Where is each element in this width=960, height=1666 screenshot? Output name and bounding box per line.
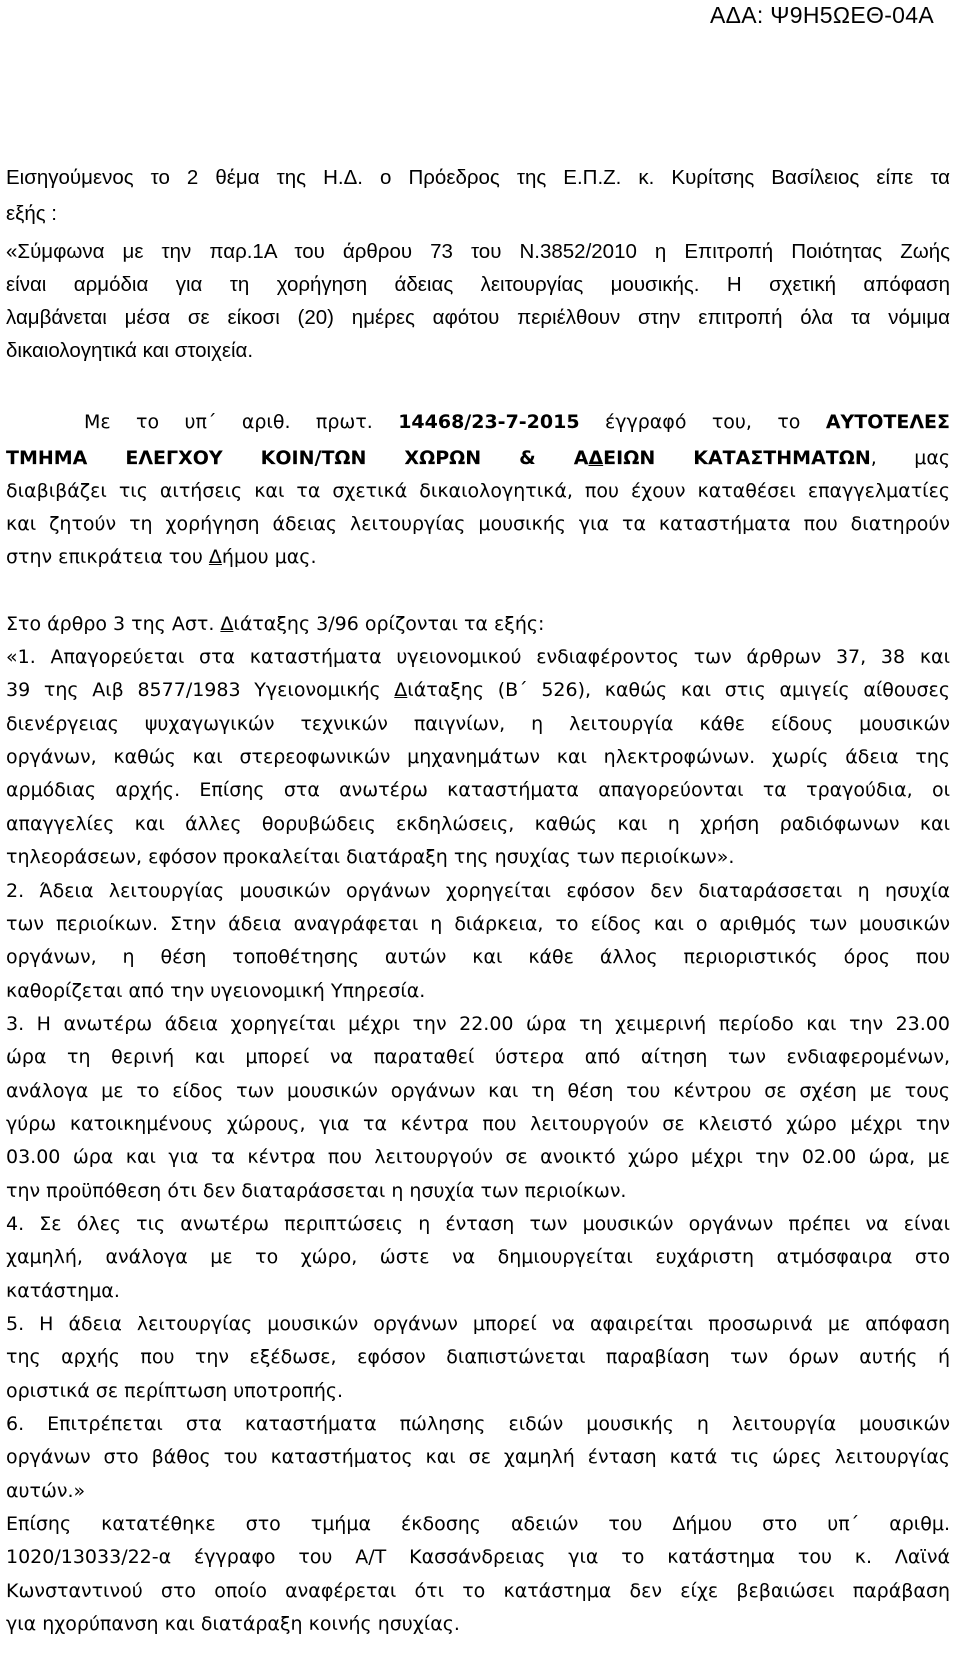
article-line: «1. Απαγορεύεται στα καταστήματα υγειονομικού ενδιαφέροντος των άρθρων 37, 38 και <box>6 646 950 668</box>
paragraph-line: διαβιβάζει τις αιτήσεις και τα σχετικά δικαιολογητικά, που έχουν καταθέσει επαγγελματίες <box>6 480 950 502</box>
intro-line: είναι αρμόδια για τη χορήγηση άδειας λειτουργίας μουσικής. Η σχετική απόφαση <box>6 273 950 296</box>
article-line: 6. Επιτρέπεται στα καταστήματα πώλησης ειδών μουσικής η λειτουργία μουσικών <box>6 1413 950 1435</box>
article-line: 1020/13033/22-α έγγραφο του Α/Τ Κασσάνδρειας για το κατάστημα του κ. Λαϊνά <box>6 1546 950 1568</box>
intro-line: δικαιολογητικά και στοιχεία. <box>6 339 254 362</box>
text-run: Δ <box>220 613 234 635</box>
paragraph-line <box>6 446 950 470</box>
article-line: Επίσης κατατέθηκε στο τμήμα έκδοσης αδειών του Δήμου στο υπ΄ αριθμ. <box>6 1513 950 1535</box>
article-line: κατάστημα. <box>6 1280 120 1302</box>
intro-line: εξής : <box>6 202 57 225</box>
intro-line: «Σύμφωνα με την παρ.1Α του άρθρου 73 του Ν.3852/2010 η Επιτροπή Ποιότητας Ζωής <box>6 240 950 263</box>
article-line: οργάνων, η θέση τοποθέτησης αυτών και κάθε άλλος περιοριστικός όρος που <box>6 946 950 968</box>
text-run: ήμου μας. <box>221 546 317 568</box>
paragraph-line <box>6 410 950 434</box>
text-run: στην επικράτεια του <box>6 546 209 568</box>
article-line: 3. Η ανωτέρω άδεια χορηγείται μέχρι την 22.00 ώρα τη χειμερινή περίοδο και την 23.00 <box>6 1013 950 1035</box>
article-line: για ηχορύπανση και διατάραξη κοινής ησυχίας. <box>6 1613 460 1635</box>
text-run: ιάταξης 3/96 ορίζονται τα εξής: <box>233 613 545 635</box>
department-name: Δ <box>588 447 604 469</box>
text-run: , μας <box>870 447 950 469</box>
intro-line: λαμβάνεται μέσα σε είκοσι (20) ημέρες αφότου περιέλθουν στην επιτροπή όλα τα νόμιμα <box>6 306 950 329</box>
article-line: αρμόδιας αρχής. Επίσης στα ανωτέρω καταστήματα απαγορεύονται τα τραγούδια, οι <box>6 779 950 801</box>
article-line: χαμηλή, ανάλογα με το χώρο, ώστε να δημιουργείται ευχάριστη ατμόσφαιρα στο <box>6 1246 950 1268</box>
article-line: 5. Η άδεια λειτουργίας μουσικών οργάνων μπορεί να αφαιρείται προσωρινά με απόφαση <box>6 1313 950 1335</box>
text-run: Στο άρθρο 3 της Αστ. <box>6 613 221 635</box>
text-run: Με το υπ΄ αριθ. πρωτ. <box>84 411 399 433</box>
article-line: της αρχής που την εξέδωσε, εφόσον διαπιστώνεται παραβίαση των όρων αυτής ή <box>6 1346 950 1368</box>
department-name: ΑΥΤΟΤΕΛΕΣ <box>825 411 950 433</box>
article-line: την προϋπόθεση ότι δεν διαταράσσεται η ησυχία των περιοίκων. <box>6 1180 627 1202</box>
article-line: οργάνων, καθώς και στερεοφωνικών μηχανημάτων και ηλεκτροφώνων. χωρίς άδεια της <box>6 746 950 768</box>
text-run: ιάταξης (Β΄ 526), καθώς και στις αμιγείς αίθουσες <box>407 679 950 701</box>
paragraph-line <box>6 545 317 569</box>
article-line: γύρω κατοικημένους χώρους, για τα κέντρα που λειτουργούν σε κλειστό χώρο μέχρι την <box>6 1113 950 1135</box>
text-run: 39 της Αιβ 8577/1983 Υγειονομικής <box>6 679 395 701</box>
text-run: Δ <box>394 679 408 701</box>
intro-line: Εισηγούμενος το 2 θέμα της Η.Δ. ο Πρόεδρος της Ε.Π.Ζ. κ. Κυρίτσης Βασίλειος είπε τα <box>6 166 950 189</box>
department-name: ΤΜΗΜΑ ΕΛΕΓΧΟΥ ΚΟΙΝ/ΤΩΝ ΧΩΡΩΝ & Α <box>6 447 589 469</box>
article-line <box>6 678 950 702</box>
article-line: ώρα τη θερινή και μπορεί να παραταθεί ύστερα από αίτηση των ενδιαφερομένων, <box>6 1046 950 1068</box>
protocol-number: 14468/23-7-2015 <box>398 411 580 433</box>
ada-code: ΑΔΑ: Ψ9Η5ΩΕΘ-04Α <box>709 2 934 28</box>
article-line: διενέργειας ψυχαγωγικών τεχνικών παιγνίων, η λειτουργία κάθε είδους μουσικών <box>6 713 950 735</box>
article-line: 03.00 ώρα και για τα κέντρα που λειτουργούν σε ανοικτό χώρο μέχρι την 02.00 ώρα, με <box>6 1146 950 1168</box>
article-line: Κωνσταντινού στο οποίο αναφέρεται ότι το κατάστημα δεν είχε βεβαιώσει παράβαση <box>6 1580 950 1602</box>
text-run: έγγραφό του, το <box>579 411 826 433</box>
article-line: οργάνων στο βάθος του καταστήματος και σε χαμηλή ένταση κατά τις ώρες λειτουργίας <box>6 1446 950 1468</box>
article-line: καθορίζεται από την υγειονομική Υπηρεσία. <box>6 980 426 1002</box>
text-run: Δ <box>208 546 222 568</box>
article-line: των περιοίκων. Στην άδεια αναγράφεται η διάρκεια, το είδος και ο αριθμός των μουσικών <box>6 913 950 935</box>
article-line: 4. Σε όλες τις ανωτέρω περιπτώσεις η ένταση των μουσικών οργάνων πρέπει να είναι <box>6 1213 950 1235</box>
article-line: 2. Άδεια λειτουργίας μουσικών οργάνων χορηγείται εφόσον δεν διαταράσσεται η ησυχία <box>6 880 950 902</box>
article-line: οριστικά σε περίπτωση υποτροπής. <box>6 1380 344 1402</box>
article-line: ανάλογα με το είδος των μουσικών οργάνων και τη θέση του κέντρου σε σχέση με τους <box>6 1080 950 1102</box>
article-line: απαγγελίες και άλλες θορυβώδεις εκδηλώσεις, καθώς και η χρήση ραδιόφωνων και <box>6 813 950 835</box>
article-line: αυτών.» <box>6 1480 86 1502</box>
article-heading <box>6 612 544 636</box>
article-line: τηλεοράσεων, εφόσον προκαλείται διατάραξη της ησυχίας των περιοίκων». <box>6 846 735 868</box>
paragraph-line: και ζητούν τη χορήγηση άδειας λειτουργίας μουσικής για τα καταστήματα που διατηρούν <box>6 513 950 535</box>
department-name: ΕΙΩΝ ΚΑΤΑΣΤΗΜΑΤΩΝ <box>603 447 871 469</box>
